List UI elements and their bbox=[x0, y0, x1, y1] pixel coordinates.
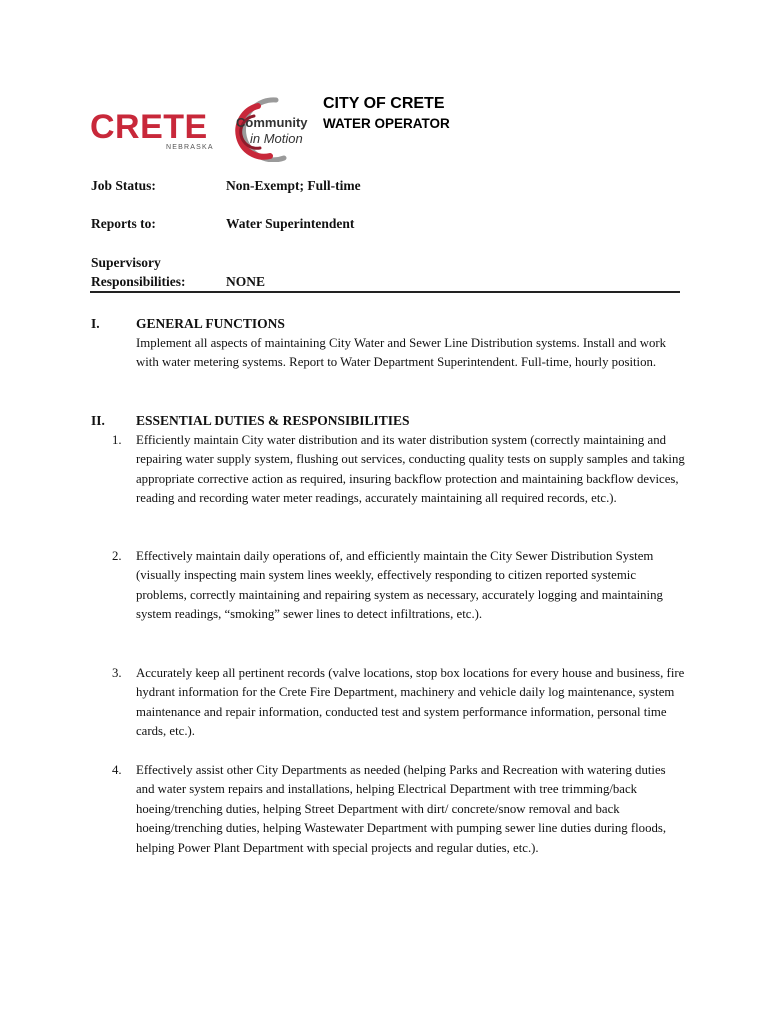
duty-number: 3. bbox=[112, 666, 122, 680]
header-divider bbox=[90, 291, 680, 293]
duty-item-text: Accurately keep all pertinent records (valve locations, stop box locations for every house and business, fire hydrant information for the Crete Fire Department, machinery and vehicle daily log maintenance, system maintenance and repair information, conducted test and system performance information, personal time cards, etc.). bbox=[136, 666, 685, 739]
supervisory-value: NONE bbox=[226, 274, 266, 289]
page-title: CITY OF CRETE bbox=[323, 95, 445, 112]
job-status-label: Job Status: bbox=[91, 178, 156, 193]
logo-nebraska-text: NEBRASKA bbox=[166, 144, 214, 151]
logo-in-motion-text: in Motion bbox=[250, 131, 303, 146]
supervisory-label-line2: Responsibilities: bbox=[91, 274, 186, 289]
logo-crete-wordmark: CRETE bbox=[90, 108, 208, 146]
section-title-duties: ESSENTIAL DUTIES & RESPONSIBILITIES bbox=[136, 413, 410, 428]
duty-number: 2. bbox=[112, 549, 122, 563]
job-title: WATER OPERATOR bbox=[323, 116, 450, 131]
duty-number: 1. bbox=[112, 433, 122, 447]
duty-number: 4. bbox=[112, 763, 122, 777]
crete-logo bbox=[90, 96, 320, 162]
section-numeral: I. bbox=[91, 316, 100, 331]
reports-to-label: Reports to: bbox=[91, 216, 156, 231]
general-functions-text: Implement all aspects of maintaining City Water and Sewer Line Distribution systems. Install and work with water metering systems. Report to Water Department Superintendent. Full-time, hourly position. bbox=[136, 336, 667, 370]
section-title-general: GENERAL FUNCTIONS bbox=[136, 316, 285, 331]
reports-to-value: Water Superintendent bbox=[226, 216, 355, 231]
section-numeral: II. bbox=[91, 413, 105, 428]
duty-item-text: Effectively maintain daily operations of, and efficiently maintain the City Sewer Distribution System (visually inspecting main system lines weekly, effectively responding to citizen reported systemic problems, correctly maintaining and repairing system as necessary, accurately logging and maintaining system readings, “smoking” sewer lines to detect infiltrations, etc.). bbox=[136, 549, 663, 622]
duty-item-text: Effectively assist other City Departments as needed (helping Parks and Recreation with watering duties and water system repairs and installations, helping Electrical Department with tree trimming/back hoeing/trenching duties, helping Street Department with dirt/ concrete/snow removal and back hoeing/trenching duties, helping Wastewater Department with pumping sewer line duties during floods, helping Power Plant Department with special projects and regular duties, etc.). bbox=[136, 763, 667, 855]
logo-community-text: Community bbox=[236, 115, 308, 130]
duty-item-text: Efficiently maintain City water distribution and its water distribution system (correctly maintaining and repairing water supply system, flushing out services, conducting quality tests on supply samples and taking appropriate corrective action as required, insuring backflow protection and maintaining backflow devices, reading and recording water meter readings, accurately maintaining all required records, etc.). bbox=[136, 433, 685, 506]
supervisory-label-line1: Supervisory bbox=[91, 255, 161, 270]
job-status-value: Non-Exempt; Full-time bbox=[226, 178, 361, 193]
